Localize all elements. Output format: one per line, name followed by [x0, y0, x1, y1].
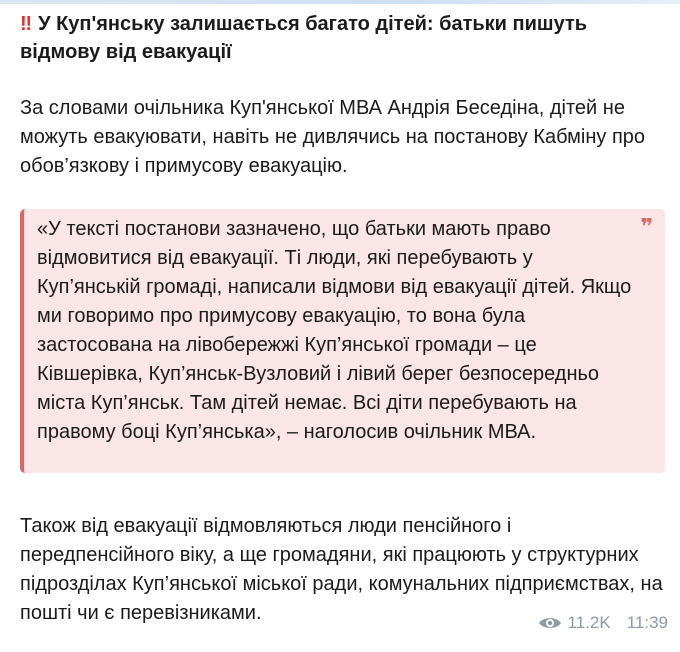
paragraph-closing: Також від евакуації відмовляються люди пенсійного і передпенсійного віку, а ще громадяни, які працюють у структурних підрозділах Куп’янської міської ради, комунальних підприємствах, на пошті чи є перевізниками.: [20, 515, 663, 624]
quote-text: «У тексті постанови зазначено, що батьки мають право відмовитися від евакуації. Ті люди, які перебувають у Куп’янській громаді, написали відмови від евакуації дітей. Якщо ми говоримо про примусову евакуацію, то вона була застосована на лівобережжі Куп’янської громади – це Ківшерівка, Куп’янськ-Вузловий і лівий берег безпосередньо міста Куп’янськ. Там дітей немає. Всі діти перебувають на правому боці Куп’янська», – наголосив очільник МВА.: [37, 218, 632, 443]
eye-icon: [538, 615, 562, 631]
message-time: 11:39: [626, 613, 668, 632]
paragraph-intro: За словами очільника Куп'янської МВА Андрія Беседіна, дітей не можуть евакуювати, навіть не дивлячись на постанову Кабміну про обов’язкову і примусову евакуацію.: [20, 97, 646, 177]
views-count: 11.2K: [567, 613, 611, 632]
previous-content-strip: [0, 0, 680, 4]
blockquote: [20, 209, 665, 473]
post-headline: [20, 10, 670, 66]
double-exclamation-icon: ‼: [20, 13, 31, 35]
headline-text: У Куп'янську залишається багато дітей: батьки пишуть відмову від евакуації: [20, 13, 588, 63]
message-meta: [538, 613, 668, 633]
quote-mark-icon: ❞: [640, 214, 653, 239]
